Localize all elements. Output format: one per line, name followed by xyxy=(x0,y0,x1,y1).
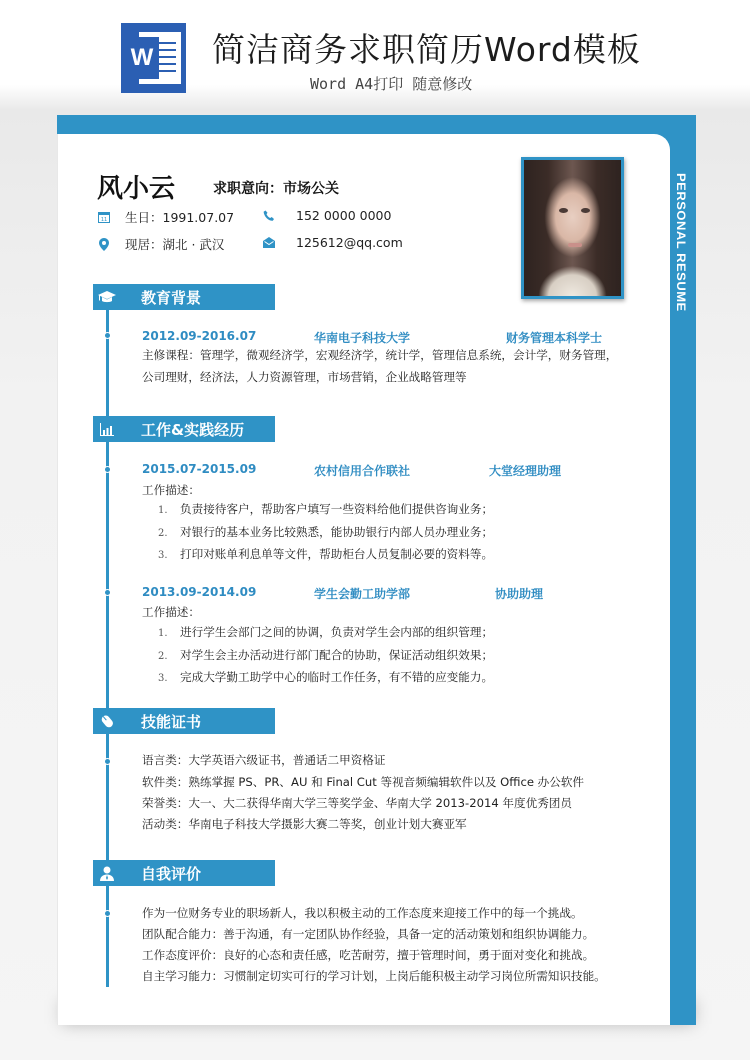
skill-line: 语言类：大学英语六级证书，普通话二甲资格证 xyxy=(142,753,386,767)
work-period: 2015.07-2015.09 xyxy=(142,462,257,476)
work-org: 农村信用合作联社 xyxy=(314,464,411,478)
timeline-dot xyxy=(104,910,111,917)
template-banner xyxy=(0,0,750,110)
word-logo-icon xyxy=(121,23,186,93)
education-school: 华南电子科技大学 xyxy=(314,331,411,345)
section-header-work xyxy=(93,416,275,442)
education-entry-header xyxy=(142,329,622,345)
skill-line: 荣誉类：大一、大二获得华南大学三等奖学金、华南大学 2013-2014 年度优秀团员 xyxy=(142,796,572,810)
self-eval-line: 自主学习能力：习惯制定切实可行的学习计划，上岗后能积极主动学习岗位所需知识技能。 xyxy=(142,969,606,983)
work-entry-header xyxy=(142,462,622,478)
phone-row xyxy=(262,208,391,223)
section-title: 教育背景 xyxy=(141,288,202,307)
bar-chart-icon xyxy=(93,423,121,436)
email-text: 125612@qq.com xyxy=(296,235,403,250)
phone-text: 152 0000 0000 xyxy=(296,208,392,223)
education-courses-line-1: 主修课程：管理学，微观经济学，宏观经济学，统计学，管理信息系统，会计学，财务管理， xyxy=(142,348,618,362)
timeline-dot xyxy=(104,589,111,596)
list-item: 3. 完成大学勤工助学中心的临时工作任务，有不错的应变能力。 xyxy=(158,670,494,684)
skill-line: 活动类：华南电子科技大学摄影大赛二等奖，创业计划大赛亚军 xyxy=(142,817,467,831)
personal-resume-label: PERSONAL RESUME xyxy=(674,173,689,312)
phone-icon xyxy=(262,209,276,223)
graduation-cap-icon xyxy=(93,291,121,303)
section-title: 自我评价 xyxy=(141,864,202,883)
section-header-self-eval xyxy=(93,860,275,886)
list-item: 2. 对学生会主办活动进行部门配合的协助，保证活动组织效果； xyxy=(158,647,494,662)
list-item: 1. 进行学生会部门之间的协调，负责对学生会内部的组织管理； xyxy=(158,625,494,639)
work-desc-label: 工作描述： xyxy=(142,483,200,497)
skill-line: 软件类：熟练掌握 PS、PR、AU 和 Final Cut 等视音频编辑软件以及 Office 办公软件 xyxy=(142,775,585,789)
list-item: 2. 对银行的基本业务比较熟悉，能协助银行内部人员办理业务； xyxy=(158,524,494,539)
work-org: 学生会勤工助学部 xyxy=(314,587,411,601)
list-item: 3. 打印对账单利息单等文件，帮助柜台人员复制必要的资料等。 xyxy=(158,547,494,561)
work-entry-header xyxy=(142,585,622,601)
birthday-text: 生日：1991.07.07 xyxy=(125,210,235,225)
banner-title: 简洁商务求职简历Word模板 xyxy=(212,30,641,69)
self-eval-line: 工作态度评价：良好的心态和责任感，吃苦耐劳，擅于管理时间，勇于面对变化和挑战。 xyxy=(142,948,595,962)
work-duties-list xyxy=(158,499,493,567)
section-header-education xyxy=(93,284,275,310)
list-item: 1. 负责接待客户，帮助客户填写一些资料给他们提供咨询业务； xyxy=(158,502,494,516)
section-header-skills xyxy=(93,708,275,734)
section-title: 技能证书 xyxy=(141,712,202,731)
residence-row xyxy=(97,235,224,253)
work-role: 大堂经理助理 xyxy=(489,464,562,478)
birthday-row xyxy=(97,208,234,226)
education-period: 2012.09-2016.07 xyxy=(142,329,257,343)
section-title: 工作&实践经历 xyxy=(141,420,245,439)
mouse-icon xyxy=(93,714,121,728)
svg-text:11: 11 xyxy=(100,216,108,223)
self-eval-line: 团队配合能力：善于沟通，有一定团队协作经验，具备一定的活动策划和组织协调能力。 xyxy=(142,927,595,941)
email-row xyxy=(262,235,403,250)
timeline-dot xyxy=(104,758,111,765)
word-logo-letter: W xyxy=(125,37,159,79)
timeline-dot xyxy=(104,466,111,473)
education-courses-line-2: 公司理财，经济法，人力资源管理，市场营销，企业战略管理等 xyxy=(142,370,467,384)
person-icon xyxy=(93,866,121,881)
work-period: 2013.09-2014.09 xyxy=(142,585,257,599)
education-degree: 财务管理本科学士 xyxy=(506,331,603,345)
timeline-dot xyxy=(104,332,111,339)
location-pin-icon xyxy=(97,237,111,251)
email-icon xyxy=(262,236,276,250)
banner-subtitle: Word A4打印 随意修改 xyxy=(310,75,473,93)
job-intent: 求职意向：市场公关 xyxy=(213,181,339,197)
profile-photo xyxy=(521,157,624,299)
self-eval-line: 作为一位财务专业的职场新人，我以积极主动的工作态度来迎接工作中的每一个挑战。 xyxy=(142,906,583,920)
work-role: 协助助理 xyxy=(495,587,544,601)
calendar-icon xyxy=(97,210,111,224)
work-duties-list xyxy=(158,622,493,690)
work-desc-label: 工作描述： xyxy=(142,605,200,619)
candidate-name: 风小云 xyxy=(97,174,176,204)
residence-text: 现居：湖北 · 武汉 xyxy=(125,237,225,252)
